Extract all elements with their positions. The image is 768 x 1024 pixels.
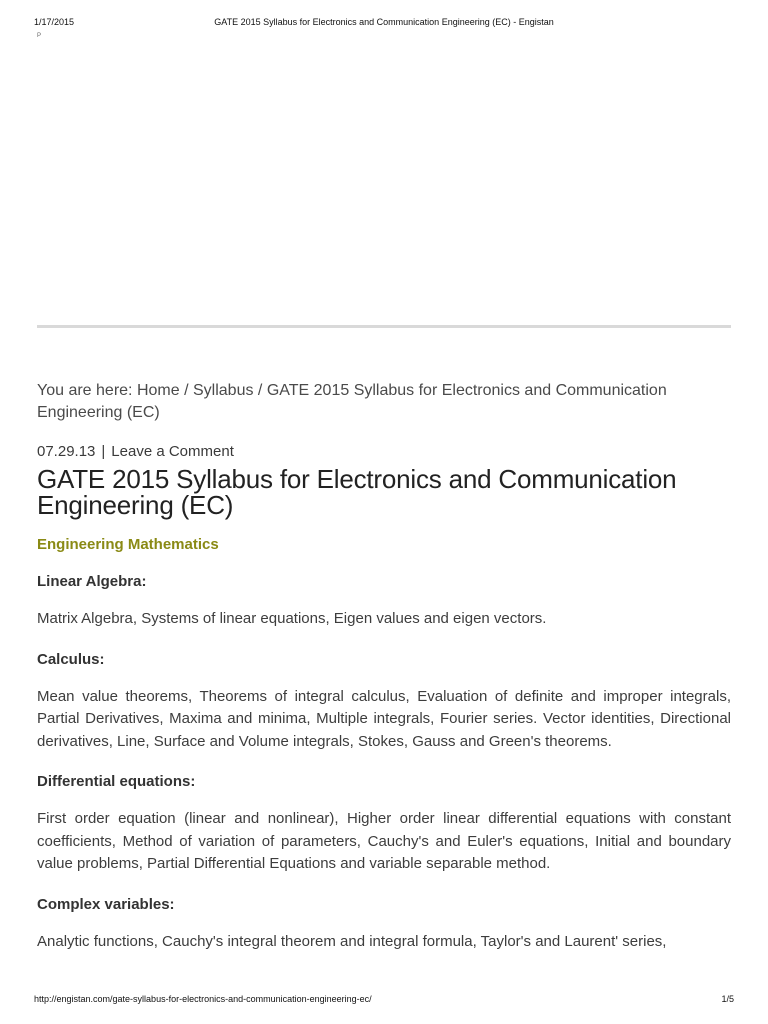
print-page-number: 1/5 — [721, 994, 734, 1004]
post-meta — [37, 443, 731, 460]
breadcrumb-separator: / — [184, 382, 189, 399]
meta-separator: | — [101, 443, 106, 460]
header-divider — [37, 325, 731, 328]
breadcrumb-prefix: You are here: — [37, 382, 133, 399]
print-footer — [34, 994, 734, 1006]
topic-body: Mean value theorems, Theorems of integral calculus, Evaluation of definite and improper integrals, Partial Derivatives, Maxima and minima, Multiple integrals, Fourier series. Vector identities, Directional derivatives, Line, Surface and Volume integrals, Stokes, Gauss and Green's theorems. — [37, 687, 731, 750]
topic-heading: Calculus: — [37, 650, 105, 668]
topic-body: Analytic functions, Cauchy's integral theorem and integral formula, Taylor's and Laurent' series, — [37, 932, 667, 950]
article-content — [37, 380, 731, 953]
print-mark: P — [37, 33, 42, 39]
topic-body: Matrix Algebra, Systems of linear equations, Eigen values and eigen vectors. — [37, 610, 547, 627]
leave-comment-link[interactable]: Leave a Comment — [111, 443, 234, 460]
breadcrumb-link-home[interactable]: Home — [136, 382, 180, 399]
section-heading: Engineering Mathematics — [37, 536, 219, 553]
topic-heading: Complex variables: — [37, 895, 175, 913]
print-page-title: GATE 2015 Syllabus for Electronics and Communication Engineering (EC) - Engistan — [214, 17, 554, 27]
topic-heading: Linear Algebra: — [37, 573, 147, 590]
print-header — [34, 17, 734, 31]
breadcrumb-separator: / — [257, 382, 263, 399]
breadcrumb-link-syllabus[interactable]: Syllabus — [192, 382, 254, 399]
breadcrumb — [37, 380, 731, 424]
post-date: 07.29.13 — [37, 443, 96, 460]
topic-heading: Differential equations: — [37, 773, 196, 790]
print-url: http://engistan.com/gate-syllabus-for-electronics-and-communication-engineering-ec/ — [34, 994, 372, 1004]
topic-body: First order equation (linear and nonlinear), Higher order linear differential equations with constant coefficients, Method of variation of parameters, Cauchy's and Euler's equations, Initial and boundary value problems, Partial Differential Equations and variable separable method. — [37, 810, 731, 872]
breadcrumb-current: GATE 2015 Syllabus for Electronics and Communication Engineering (EC) — [37, 382, 667, 421]
post-title: GATE 2015 Syllabus for Electronics and Communication Engineering (EC) — [37, 464, 677, 520]
print-date: 1/17/2015 — [34, 17, 75, 27]
